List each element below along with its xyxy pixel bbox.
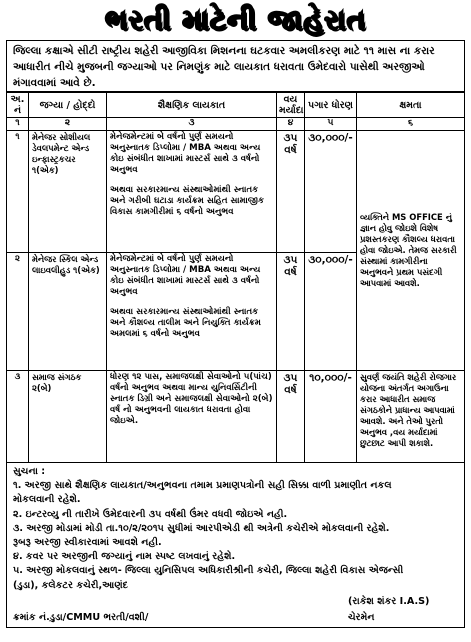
pay-scale: ૩૦,૦૦૦/-: [305, 131, 357, 253]
note-line: ૧. અરજી સાથે શૈક્ષણિક લાયકાત/અનુભવના તમામ પ્રમાણપત્રોની સહી સિક્કા વાળી પ્રમાણીત નકલ: [13, 480, 392, 492]
note-line: ૪. કવર પર અરજીની જગ્યાનું નામ સ્પષ્ટ લખવાનું રહેશે.: [13, 551, 236, 563]
table-row: [7, 131, 465, 253]
signatory-role: ચેરમેન: [348, 612, 375, 624]
note-line: રૂબરૂ અરજી સ્વીકારવામાં આવશે નહી.: [13, 537, 162, 549]
age-limit: ૩૫ વર્ષ: [277, 371, 305, 463]
page-title: ભરતી માટેની જાહેરાત: [104, 3, 367, 36]
intro-paragraph: જિલ્લા કક્ષાએ સીટી રાષ્ટ્રીય શહેરી આજીવિકા મિશનના ઘટકવાર અમલીકરણ માટે ૧૧ માસ ના કરાર આધારીત નીચે મુજબની જગ્યાઓ પર નિમણુંક માટે લાયકાત ધરાવતા ઉમેદવારો પાસેથી અરજીઓ મંગાવવામાં આવે છે.: [6, 40, 465, 92]
note-line: ૨. ઇન્ટરવ્યુ ની તારીખે ઉમેદવારની ૩૫ વર્ષથી ઉંમર વધવી જોઇએ નહી.: [13, 508, 288, 520]
note-line: ૩. અરજી મોડામાં મોડી તા.૧૦/૨/૨૦૧૫ સુધીમાં આરપીએડી થી અત્રેની કચેરીએ મોકલવાની રહેશે.: [13, 522, 390, 534]
title-banner: [6, 2, 465, 38]
notes-section: [6, 463, 465, 628]
qualification-cell: [107, 371, 277, 463]
age-limit: ૩૫ વર્ષ: [277, 131, 305, 253]
footer-row: [13, 611, 458, 625]
header-no: અ. નં: [7, 93, 29, 118]
header-qualification: શૈક્ષણિક લાયકાત: [107, 93, 277, 118]
header-pay: પગાર ધોરણ: [305, 93, 357, 118]
qualification-alternate: અથવા સરકારમાન્ય સંસ્થાઓમાંથી સ્નાતક અને કૌશલ્ય તાલીમ અને નિયુક્તિ કાર્યક્રમ અમલમાં ૬ વર્ષનો અનુભવ: [110, 307, 261, 339]
posts-table: [6, 92, 465, 463]
qualification-primary: ધોરણ ૧૨ પાસ, સમાજલક્ષી સેવાઓનો ૫(પાંચ) વર્ષનો અનુભવ અથવા માન્ય યુનિવર્સિટીની સ્નાતક ડિગ્રી અને સમાજલક્ષી સેવાઓનો ૨(બે) વર્ષ નો અનુભવની લાયકાત ધરાવતા હોવા જોઇએ.: [110, 372, 273, 426]
post-name: મેનેજર સોશીયલ ડેવલપમેન્ટ એન્ડ ઇન્ફાસ્ટ્રકચર ૧(એક): [29, 131, 107, 253]
post-name: સમાજ સંગઠક ૨(બે): [29, 371, 107, 463]
qualification-primary: મેનેજમેન્ટમાં બે વર્ષનો પુર્ણ સમયનો અનુસ્નાતક ડિપ્લોમા / MBA અથવા અન્ય કોઇ સંબંધીત શાખામાં માસ્ટર્સ સાથે ૩ વર્ષનો અનુભવ: [110, 254, 261, 297]
note-line: મોકલવાની રહેશે.: [13, 494, 81, 506]
qualification-alternate: અથવા સરકારમાન્ય સંસ્થાઓમાંથી સ્નાતક અને ગરીબી ઘટાડા કાર્યક્રમ સહિત સામાજીક વિકાસ કામગીરીમાં ૬ વર્ષનો અનુભવ: [110, 185, 265, 217]
advertisement-page: [0, 2, 471, 642]
pay-scale: ૩૦,૦૦૦/-: [305, 253, 357, 371]
qualification-cell: [107, 131, 277, 253]
signatory-name: (રાકેશ શંકર I.A.S): [348, 595, 430, 607]
qualification-cell: [107, 253, 277, 371]
ability-cell-1: વ્યક્તિને MS OFFICE નું જ્ઞાન હોવુ જોઇશે વિશેષ પ્રશસ્તકરણ કૌશલ્ય ધરાવતા હોવા જોઇએ. તેમજ સરકારી સંસ્થામાં કામગીરીના અનુભવને પ્રથમ પસંદગી આપવામાં આવશે.: [357, 131, 465, 371]
header-post: જગ્યા / હોદ્દો: [29, 93, 107, 118]
note-line: ૫. અરજી મોકલવાનું સ્થળ- જિલ્લા યુનિસિપલ અધિકારીશ્રીની કચેરી, જિલ્લા શહેરી વિકાસ એજન્સી: [13, 565, 404, 577]
column-number-row: [7, 118, 465, 131]
notes-heading: સુચના :: [13, 466, 46, 477]
col-number: ૪: [277, 118, 305, 131]
signature-row: [13, 595, 458, 609]
ability-cell-3: સુવર્ણ જયંતિ શહેરી રોજગાર યોજના અંતર્ગત અગાઉના કરાર આધારીત સમાજ સંગઠકોને પ્રાધાન્ય આપવામાં આવશે. અને તેઓ પુરતો અનુભવ ,વય મર્યાદામાં છુટછાટ આપી શકાશે.: [357, 371, 465, 463]
col-number: ૩: [107, 118, 277, 131]
reference-number: ક્રમાંક નં.ડુડા/CMMU ભરતી/વશી/: [13, 612, 149, 624]
age-limit: ૩૫ વર્ષ: [277, 253, 305, 371]
row-number: ૩: [7, 371, 29, 463]
row-number: ૧: [7, 131, 29, 253]
header-age: વય મર્યાદા: [277, 93, 305, 118]
col-number: ૨: [29, 118, 107, 131]
note-line: (ડુડા), કલેકટર કચેરી,આણંદ: [13, 579, 129, 591]
col-number: ૬: [357, 118, 465, 131]
row-number: ૨: [7, 253, 29, 371]
table-header-row: [7, 93, 465, 118]
col-number: ૫: [305, 118, 357, 131]
table-row: [7, 371, 465, 463]
col-number: ૧: [7, 118, 29, 131]
header-ability: ક્ષમતા: [357, 93, 465, 118]
qualification-primary: મેનેજમેન્ટમાં બે વર્ષનો પુર્ણ સમયનો અનુસ્નાતક ડિપ્લોમા / MBA અથવા અન્ય કોઇ સંબંધીત શાખામાં માસ્ટર્સ સાથે ૩ વર્ષનો અનુભવ: [110, 132, 261, 175]
pay-scale: ૧૦,૦૦૦/-: [305, 371, 357, 463]
post-name: મેનેજર સ્કિલ એન્ડ લાઇવલીહુડ ૧(એક): [29, 253, 107, 371]
